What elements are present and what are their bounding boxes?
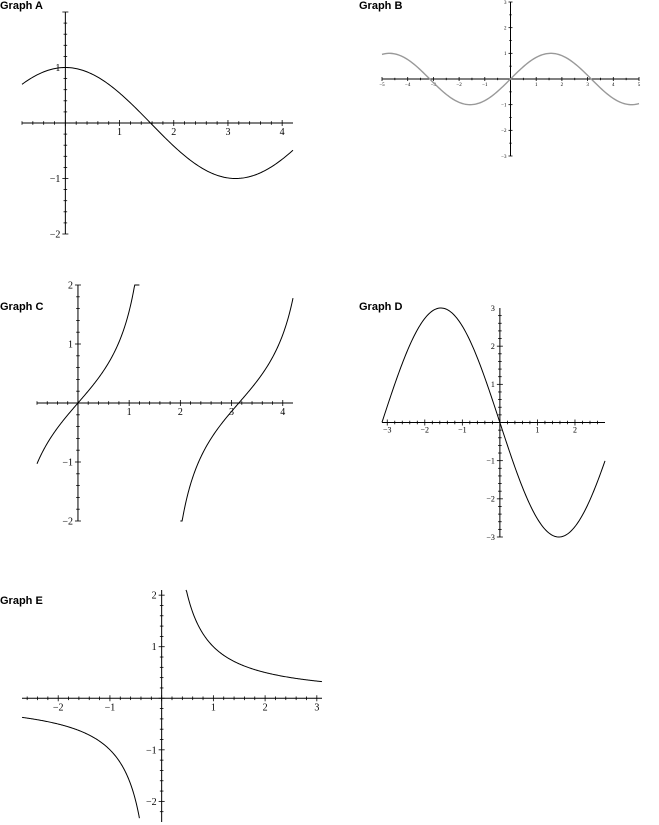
x-tick-label: −2 xyxy=(420,425,430,435)
x-tick-label: 4 xyxy=(612,83,615,88)
x-tick-label: −1 xyxy=(458,425,467,435)
y-tick-label: 2 xyxy=(151,590,157,602)
graph-c-title: Graph C xyxy=(0,301,44,313)
x-tick-label: −1 xyxy=(104,702,116,714)
y-tick-label: −1 xyxy=(486,456,495,466)
x-tick-label: −4 xyxy=(405,83,411,88)
x-tick-label: 3 xyxy=(586,83,589,88)
x-tick-label: 4 xyxy=(280,407,286,418)
y-tick-label: 1 xyxy=(490,380,495,390)
x-tick-label: −2 xyxy=(52,702,64,714)
x-tick-label: 5 xyxy=(637,83,641,88)
x-tick-label: −3 xyxy=(382,425,392,435)
series-line-1 xyxy=(22,717,139,818)
y-tick-label: 1 xyxy=(151,642,157,654)
x-tick-label: 2 xyxy=(560,83,564,88)
y-tick-label: −3 xyxy=(501,154,507,160)
x-tick-label: 2 xyxy=(262,702,268,714)
graph-e-content xyxy=(22,590,322,822)
y-tick-label: −2 xyxy=(501,129,507,135)
x-tick-label: 2 xyxy=(572,425,577,435)
y-tick-label: −1 xyxy=(62,457,73,469)
y-tick-label: −2 xyxy=(49,229,61,241)
y-tick-label: −2 xyxy=(146,796,157,808)
y-tick-label: 1 xyxy=(55,63,61,74)
graph-d-title: Graph D xyxy=(359,301,403,313)
y-tick-label: −1 xyxy=(49,174,61,185)
y-tick-label: 2 xyxy=(490,341,495,351)
x-tick-label: 3 xyxy=(225,127,231,138)
x-tick-label: 1 xyxy=(117,127,123,138)
x-tick-label: −1 xyxy=(482,83,488,88)
y-tick-label: 2 xyxy=(504,26,507,32)
x-tick-label: 1 xyxy=(126,407,132,418)
graph-e-title: Graph E xyxy=(0,595,43,607)
y-tick-label: −1 xyxy=(146,745,157,757)
x-tick-label: 1 xyxy=(210,702,216,714)
series-line-2 xyxy=(186,590,322,682)
x-tick-label: 3 xyxy=(229,407,235,418)
x-tick-label: 3 xyxy=(314,702,320,714)
x-tick-label: −5 xyxy=(379,83,385,88)
x-tick-label: −2 xyxy=(456,83,462,88)
graph-a-title: Graph A xyxy=(0,0,43,12)
graph-b-title: Graph B xyxy=(359,0,403,12)
y-tick-label: −2 xyxy=(62,516,73,528)
y-tick-label: −1 xyxy=(501,103,507,109)
y-tick-label: −3 xyxy=(486,532,495,542)
y-tick-label: 3 xyxy=(504,0,507,6)
x-tick-label: −3 xyxy=(430,83,437,88)
x-tick-label: 1 xyxy=(534,83,538,88)
y-tick-label: 2 xyxy=(67,280,73,292)
x-tick-label: 4 xyxy=(279,127,285,138)
y-tick-label: −2 xyxy=(486,494,495,504)
x-tick-label: 1 xyxy=(535,425,540,435)
y-tick-label: 1 xyxy=(504,52,507,58)
x-tick-label: 2 xyxy=(177,407,183,418)
y-tick-label: 1 xyxy=(67,339,73,351)
x-tick-label: 2 xyxy=(171,127,177,138)
y-tick-label: 3 xyxy=(490,303,495,313)
